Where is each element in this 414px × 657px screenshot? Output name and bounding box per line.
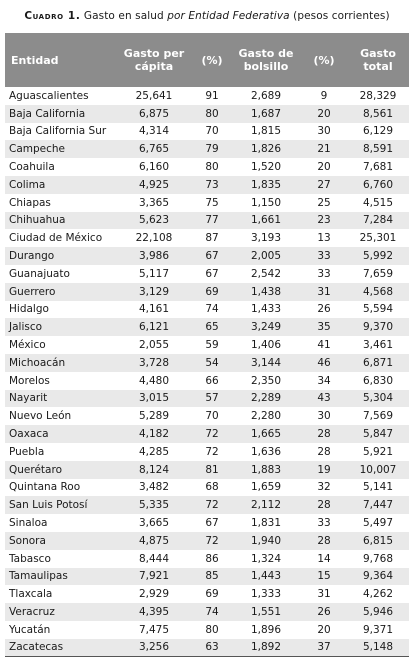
cell-gasto-de-bolsillo: 2,542 bbox=[250, 267, 282, 280]
cell-gasto-per-capita: 4,182 bbox=[138, 428, 170, 441]
cell-gasto-de-bolsillo: 1,896 bbox=[250, 623, 282, 636]
cell-percent-2: 26 bbox=[317, 303, 331, 316]
cell-percent-1: 67 bbox=[205, 517, 219, 530]
table-row bbox=[5, 301, 409, 319]
cell-percent-1: 80 bbox=[205, 107, 219, 120]
table-row bbox=[5, 407, 409, 425]
cell-entidad: Nuevo León bbox=[9, 410, 72, 423]
cell-gasto-de-bolsillo: 3,144 bbox=[250, 356, 282, 369]
cell-percent-1: 70 bbox=[205, 410, 219, 423]
header-gasto-de-bolsillo: Gasto de bolsillo bbox=[238, 47, 294, 73]
cell-entidad: Ciudad de México bbox=[9, 232, 103, 245]
cell-gasto-total: 4,515 bbox=[362, 196, 394, 209]
cell-percent-2: 26 bbox=[317, 606, 331, 618]
cell-percent-1: 67 bbox=[205, 267, 219, 280]
cell-gasto-de-bolsillo: 1,665 bbox=[250, 428, 282, 441]
cell-gasto-de-bolsillo: 1,636 bbox=[250, 445, 282, 458]
cell-gasto-total: 9,364 bbox=[362, 570, 394, 583]
table-row bbox=[5, 639, 409, 657]
table-row bbox=[5, 283, 409, 301]
cell-gasto-de-bolsillo: 1,815 bbox=[250, 125, 282, 138]
caption-note: (pesos corrientes) bbox=[293, 10, 390, 22]
cell-gasto-per-capita: 2,055 bbox=[138, 339, 170, 352]
cell-gasto-per-capita: 4,161 bbox=[138, 303, 170, 316]
cell-percent-1: 77 bbox=[205, 214, 219, 227]
table-row bbox=[5, 265, 409, 283]
cell-percent-2: 28 bbox=[317, 445, 331, 458]
caption-label: Cuadro 1. bbox=[24, 10, 81, 22]
cell-entidad: Durango bbox=[9, 250, 55, 263]
table-row bbox=[5, 603, 409, 621]
cell-percent-2: 30 bbox=[317, 410, 331, 423]
cell-gasto-per-capita: 25,641 bbox=[135, 89, 173, 102]
cell-gasto-total: 8,561 bbox=[362, 107, 394, 120]
cell-gasto-per-capita: 6,765 bbox=[138, 143, 170, 156]
cell-gasto-total: 9,371 bbox=[362, 623, 394, 636]
cell-gasto-de-bolsillo: 1,940 bbox=[250, 534, 282, 547]
cell-gasto-de-bolsillo: 2,280 bbox=[250, 410, 282, 423]
cell-gasto-total: 3,461 bbox=[362, 339, 394, 352]
cell-percent-2: 31 bbox=[317, 588, 331, 601]
cell-gasto-de-bolsillo: 1,443 bbox=[250, 570, 282, 583]
table-row bbox=[5, 443, 409, 461]
cell-percent-2: 20 bbox=[317, 107, 331, 120]
cell-gasto-de-bolsillo: 1,438 bbox=[250, 285, 282, 298]
cell-gasto-total: 5,594 bbox=[362, 303, 394, 316]
cell-entidad: Quintana Roo bbox=[9, 481, 81, 494]
header-gasto-total: Gasto total bbox=[360, 47, 396, 73]
cell-gasto-de-bolsillo: 1,433 bbox=[250, 303, 282, 316]
table-row bbox=[5, 194, 409, 212]
cell-entidad: Aguascalientes bbox=[9, 89, 89, 102]
cell-entidad: Jalisco bbox=[9, 321, 43, 334]
cell-percent-2: 28 bbox=[317, 499, 331, 512]
table-body bbox=[5, 87, 409, 657]
cell-percent-2: 34 bbox=[317, 374, 331, 387]
cell-gasto-total: 5,497 bbox=[362, 517, 394, 530]
cell-percent-2: 20 bbox=[317, 161, 331, 174]
cell-gasto-per-capita: 4,875 bbox=[138, 534, 170, 547]
cell-entidad: Chihuahua bbox=[9, 214, 66, 227]
cell-percent-2: 27 bbox=[317, 178, 331, 191]
cell-gasto-de-bolsillo: 2,289 bbox=[250, 392, 282, 405]
cell-percent-2: 23 bbox=[317, 214, 331, 227]
cell-gasto-de-bolsillo: 1,835 bbox=[250, 178, 282, 191]
cell-percent-1: 63 bbox=[205, 641, 219, 654]
cell-gasto-total: 5,921 bbox=[362, 445, 394, 458]
cell-gasto-per-capita: 8,124 bbox=[138, 463, 170, 476]
cell-gasto-total: 9,370 bbox=[362, 321, 394, 334]
cell-gasto-total: 28,329 bbox=[359, 89, 397, 102]
table-row bbox=[5, 105, 409, 123]
cell-gasto-total: 4,262 bbox=[362, 588, 394, 601]
cell-gasto-per-capita: 5,289 bbox=[138, 410, 170, 423]
table-row bbox=[5, 479, 409, 497]
cell-entidad: Guanajuato bbox=[9, 267, 70, 280]
cell-gasto-total: 5,847 bbox=[362, 428, 394, 441]
cell-percent-1: 72 bbox=[205, 445, 219, 458]
cell-entidad: Oaxaca bbox=[9, 428, 49, 441]
cell-entidad: Baja California bbox=[9, 107, 86, 120]
table-caption bbox=[0, 10, 414, 22]
cell-gasto-per-capita: 3,129 bbox=[138, 285, 170, 298]
cell-gasto-total: 5,304 bbox=[362, 392, 394, 405]
cell-gasto-total: 6,830 bbox=[362, 374, 394, 387]
cell-entidad: Sinaloa bbox=[9, 517, 48, 530]
table-row bbox=[5, 425, 409, 443]
cell-percent-1: 80 bbox=[205, 161, 219, 174]
cell-percent-2: 37 bbox=[317, 641, 331, 654]
cell-gasto-per-capita: 6,875 bbox=[138, 107, 170, 120]
cell-gasto-total: 7,681 bbox=[362, 161, 394, 174]
table-row bbox=[5, 496, 409, 514]
table-row bbox=[5, 390, 409, 408]
cell-percent-2: 43 bbox=[317, 392, 331, 405]
table-container bbox=[5, 33, 409, 657]
cell-gasto-total: 5,992 bbox=[362, 250, 394, 263]
header-percent-1: (%) bbox=[201, 53, 223, 67]
cell-entidad: Coahuila bbox=[9, 161, 55, 174]
cell-gasto-per-capita: 4,925 bbox=[138, 178, 170, 191]
cell-gasto-de-bolsillo: 1,333 bbox=[250, 588, 282, 601]
cell-gasto-per-capita: 4,285 bbox=[138, 445, 170, 458]
cell-percent-2: 41 bbox=[317, 339, 331, 352]
cell-percent-1: 80 bbox=[205, 623, 219, 636]
cell-gasto-per-capita: 6,160 bbox=[138, 161, 170, 174]
cell-entidad: Zacatecas bbox=[9, 641, 64, 654]
cell-gasto-per-capita: 7,475 bbox=[138, 623, 170, 636]
cell-percent-1: 81 bbox=[205, 463, 219, 476]
cell-gasto-per-capita: 3,665 bbox=[138, 517, 170, 530]
table-row bbox=[5, 461, 409, 479]
cell-percent-2: 25 bbox=[317, 196, 331, 209]
cell-percent-1: 66 bbox=[205, 374, 219, 387]
cell-gasto-de-bolsillo: 1,520 bbox=[250, 161, 282, 174]
cell-gasto-de-bolsillo: 1,883 bbox=[250, 463, 282, 476]
cell-percent-1: 79 bbox=[205, 143, 219, 156]
cell-gasto-total: 25,301 bbox=[359, 232, 397, 245]
cell-gasto-total: 5,141 bbox=[362, 481, 394, 494]
table-row bbox=[5, 532, 409, 550]
cell-gasto-per-capita: 4,314 bbox=[138, 125, 170, 138]
cell-percent-1: 75 bbox=[205, 196, 219, 209]
table-row bbox=[5, 123, 409, 141]
table-row bbox=[5, 212, 409, 230]
cell-entidad: Michoacán bbox=[9, 356, 66, 369]
cell-gasto-total: 10,007 bbox=[359, 463, 397, 476]
cell-percent-1: 69 bbox=[205, 588, 219, 601]
cell-percent-2: 19 bbox=[317, 463, 331, 476]
table-row bbox=[5, 354, 409, 372]
cell-gasto-per-capita: 4,395 bbox=[138, 606, 170, 618]
cell-percent-2: 46 bbox=[317, 356, 331, 369]
cell-gasto-total: 6,815 bbox=[362, 534, 394, 547]
cell-entidad: Colima bbox=[9, 178, 46, 191]
cell-percent-1: 86 bbox=[205, 552, 219, 565]
cell-percent-1: 65 bbox=[205, 321, 219, 334]
cell-gasto-total: 5,148 bbox=[362, 641, 394, 654]
cell-gasto-total: 6,871 bbox=[362, 356, 394, 369]
cell-gasto-de-bolsillo: 1,661 bbox=[250, 214, 282, 227]
cell-entidad: Veracruz bbox=[9, 606, 55, 618]
cell-gasto-total: 7,569 bbox=[362, 410, 394, 423]
cell-percent-1: 74 bbox=[205, 606, 219, 618]
cell-entidad: Tlaxcala bbox=[9, 588, 53, 601]
cell-gasto-per-capita: 3,015 bbox=[138, 392, 170, 405]
table-row bbox=[5, 229, 409, 247]
cell-percent-2: 28 bbox=[317, 428, 331, 441]
header-entidad: Entidad bbox=[11, 53, 59, 67]
cell-gasto-total: 7,447 bbox=[362, 499, 394, 512]
table-row bbox=[5, 568, 409, 586]
cell-gasto-per-capita: 3,728 bbox=[138, 356, 170, 369]
cell-gasto-total: 6,129 bbox=[362, 125, 394, 138]
cell-gasto-per-capita: 3,482 bbox=[138, 481, 170, 494]
cell-percent-2: 15 bbox=[317, 570, 331, 583]
cell-gasto-de-bolsillo: 3,249 bbox=[250, 321, 282, 334]
cell-gasto-de-bolsillo: 2,005 bbox=[250, 250, 282, 263]
cell-gasto-de-bolsillo: 1,406 bbox=[250, 339, 282, 352]
cell-gasto-total: 9,768 bbox=[362, 552, 394, 565]
cell-gasto-per-capita: 4,480 bbox=[138, 374, 170, 387]
cell-gasto-per-capita: 5,623 bbox=[138, 214, 170, 227]
cell-percent-2: 35 bbox=[317, 321, 331, 334]
cell-entidad: Puebla bbox=[9, 445, 45, 458]
caption-text: Gasto en salud bbox=[83, 10, 164, 22]
cell-entidad: Nayarit bbox=[9, 392, 48, 405]
header-percent-2: (%) bbox=[313, 53, 335, 67]
table-row bbox=[5, 336, 409, 354]
table-row bbox=[5, 514, 409, 532]
cell-entidad: Baja California Sur bbox=[9, 125, 107, 138]
cell-percent-1: 73 bbox=[205, 178, 219, 191]
cell-percent-1: 74 bbox=[205, 303, 219, 316]
table-row bbox=[5, 621, 409, 639]
table-row bbox=[5, 372, 409, 390]
cell-percent-2: 30 bbox=[317, 125, 331, 138]
cell-percent-1: 72 bbox=[205, 534, 219, 547]
cell-percent-1: 72 bbox=[205, 499, 219, 512]
cell-gasto-per-capita: 7,921 bbox=[138, 570, 170, 583]
header-gasto-per-capita: Gasto per cápita bbox=[123, 47, 185, 73]
cell-entidad: México bbox=[9, 339, 46, 352]
cell-gasto-per-capita: 2,929 bbox=[138, 588, 170, 601]
cell-percent-1: 54 bbox=[205, 356, 219, 369]
cell-percent-1: 72 bbox=[205, 428, 219, 441]
cell-percent-2: 33 bbox=[317, 267, 331, 280]
cell-percent-1: 68 bbox=[205, 481, 219, 494]
cell-gasto-de-bolsillo: 1,687 bbox=[250, 107, 282, 120]
cell-percent-1: 67 bbox=[205, 250, 219, 263]
cell-percent-1: 91 bbox=[205, 89, 219, 102]
cell-gasto-per-capita: 8,444 bbox=[138, 552, 170, 565]
cell-entidad: Tabasco bbox=[9, 552, 51, 565]
cell-percent-1: 57 bbox=[205, 392, 219, 405]
cell-entidad: Yucatán bbox=[9, 623, 51, 636]
cell-percent-2: 31 bbox=[317, 285, 331, 298]
cell-gasto-de-bolsillo: 2,689 bbox=[250, 89, 282, 102]
cell-percent-1: 87 bbox=[205, 232, 219, 245]
cell-percent-2: 32 bbox=[317, 481, 331, 494]
cell-gasto-de-bolsillo: 1,150 bbox=[250, 196, 282, 209]
cell-gasto-de-bolsillo: 2,112 bbox=[250, 499, 282, 512]
cell-percent-2: 28 bbox=[317, 534, 331, 547]
table-row bbox=[5, 158, 409, 176]
cell-entidad: Chiapas bbox=[9, 196, 51, 209]
cell-gasto-total: 6,760 bbox=[362, 178, 394, 191]
cell-gasto-de-bolsillo: 1,826 bbox=[250, 143, 282, 156]
table-row bbox=[5, 550, 409, 568]
table-row bbox=[5, 140, 409, 158]
cell-entidad: Campeche bbox=[9, 143, 66, 156]
cell-gasto-per-capita: 3,256 bbox=[138, 641, 170, 654]
header-row bbox=[5, 33, 409, 87]
cell-percent-2: 13 bbox=[317, 232, 331, 245]
cell-percent-1: 69 bbox=[205, 285, 219, 298]
cell-percent-1: 59 bbox=[205, 339, 219, 352]
cell-entidad: Guerrero bbox=[9, 285, 56, 298]
cell-entidad: Tamaulipas bbox=[9, 570, 68, 583]
cell-percent-2: 20 bbox=[317, 623, 331, 636]
cell-gasto-per-capita: 3,365 bbox=[138, 196, 170, 209]
cell-gasto-total: 4,568 bbox=[362, 285, 394, 298]
health-spending-table bbox=[5, 33, 409, 657]
cell-gasto-per-capita: 3,986 bbox=[138, 250, 170, 263]
cell-percent-2: 33 bbox=[317, 517, 331, 530]
cell-gasto-per-capita: 22,108 bbox=[135, 232, 173, 245]
cell-gasto-de-bolsillo: 3,193 bbox=[250, 232, 282, 245]
cell-gasto-de-bolsillo: 1,551 bbox=[250, 606, 282, 618]
cell-percent-2: 14 bbox=[317, 552, 331, 565]
cell-percent-1: 85 bbox=[205, 570, 219, 583]
cell-gasto-de-bolsillo: 1,324 bbox=[250, 552, 282, 565]
cell-gasto-total: 7,659 bbox=[362, 267, 394, 280]
cell-gasto-de-bolsillo: 2,350 bbox=[250, 374, 282, 387]
cell-gasto-total: 7,284 bbox=[362, 214, 394, 227]
table-row bbox=[5, 318, 409, 336]
cell-entidad: Sonora bbox=[9, 534, 46, 547]
cell-gasto-total: 5,946 bbox=[362, 606, 394, 618]
cell-gasto-de-bolsillo: 1,892 bbox=[250, 641, 282, 654]
cell-percent-2: 21 bbox=[317, 143, 331, 156]
table-row bbox=[5, 247, 409, 265]
cell-entidad: Querétaro bbox=[9, 463, 62, 476]
table-row bbox=[5, 176, 409, 194]
table-row bbox=[5, 87, 409, 105]
cell-gasto-de-bolsillo: 1,831 bbox=[250, 517, 282, 530]
cell-percent-1: 70 bbox=[205, 125, 219, 138]
cell-entidad: San Luis Potosí bbox=[9, 499, 88, 512]
cell-gasto-de-bolsillo: 1,659 bbox=[250, 481, 282, 494]
cell-gasto-per-capita: 5,117 bbox=[138, 267, 170, 280]
cell-gasto-per-capita: 6,121 bbox=[138, 321, 170, 334]
table-row bbox=[5, 585, 409, 603]
cell-entidad: Morelos bbox=[9, 374, 50, 387]
cell-percent-2: 33 bbox=[317, 250, 331, 263]
cell-percent-2: 9 bbox=[320, 89, 328, 102]
cell-entidad: Hidalgo bbox=[9, 303, 49, 316]
cell-gasto-per-capita: 5,335 bbox=[138, 499, 170, 512]
table-header bbox=[5, 33, 409, 87]
caption-emphasis: por Entidad Federativa bbox=[167, 10, 290, 22]
cell-gasto-total: 8,591 bbox=[362, 143, 394, 156]
